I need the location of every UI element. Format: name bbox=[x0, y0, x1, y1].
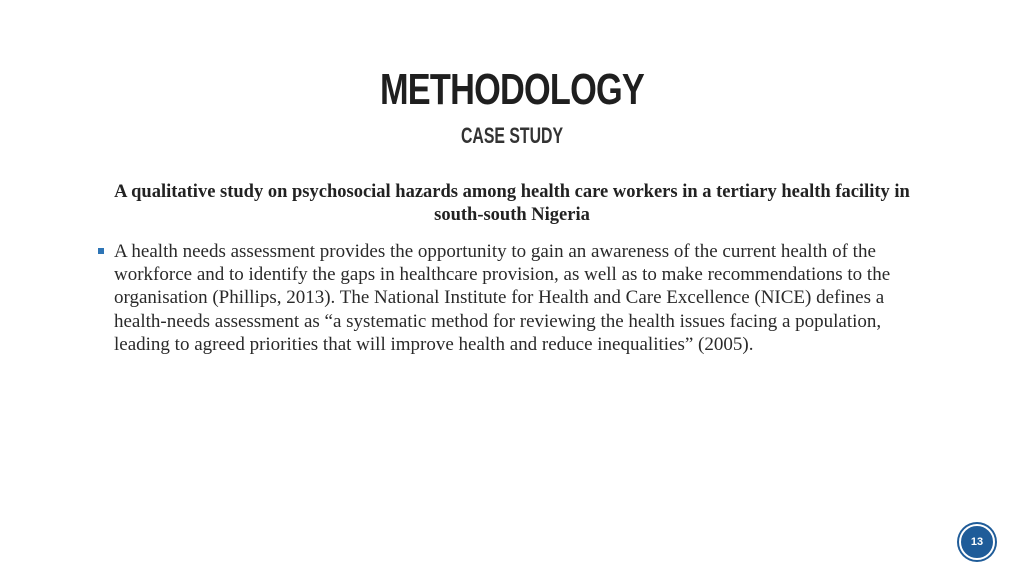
square-bullet-icon bbox=[98, 248, 104, 254]
slide-title: METHODOLOGY bbox=[379, 65, 645, 114]
page-number: 13 bbox=[970, 536, 984, 548]
bullet-item bbox=[98, 240, 928, 356]
study-heading: A qualitative study on psychosocial hazards among health care workers in a tertiary health facility in south-south Nigeria bbox=[114, 182, 910, 225]
bullet-text: A health needs assessment provides the opportunity to gain an awareness of the current health of the workforce and to identify the gaps in healthcare provision, as well as to make recommendations to the organisation (Phillips, 2013). The National Institute for Health and Care Excellence (NICE) defines a health-needs assessment as “a systematic method for reviewing the health issues facing a population, leading to agreed priorities that will improve health and reduce inequalities” (2005). bbox=[114, 241, 891, 355]
page-number-badge bbox=[959, 524, 995, 560]
slide-subtitle: CASE STUDY bbox=[460, 123, 564, 148]
bullet-list bbox=[98, 240, 928, 356]
